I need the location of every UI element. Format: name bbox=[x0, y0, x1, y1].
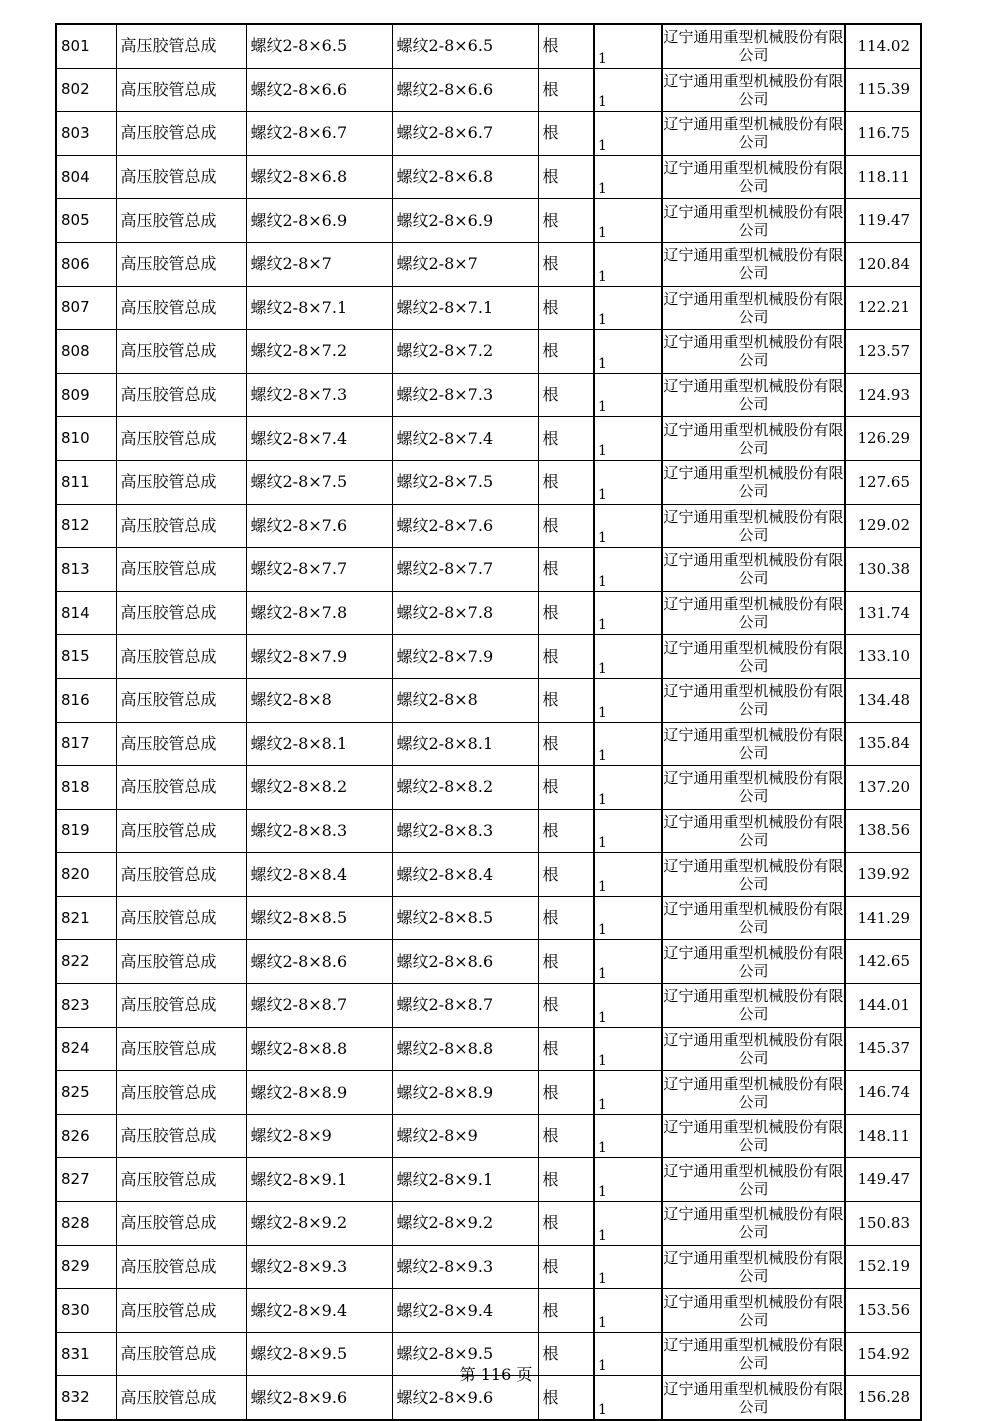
item-quantity: 1 bbox=[594, 1376, 662, 1420]
item-model: 螺纹2-8×7.3 bbox=[392, 373, 538, 417]
item-price: 126.29 bbox=[845, 417, 921, 461]
item-model: 螺纹2-8×7.1 bbox=[392, 286, 538, 330]
item-manufacturer: 辽宁通用重型机械股份有限公司 bbox=[662, 1114, 845, 1158]
item-unit: 根 bbox=[538, 984, 594, 1028]
item-quantity: 1 bbox=[594, 766, 662, 810]
item-manufacturer: 辽宁通用重型机械股份有限公司 bbox=[662, 548, 845, 592]
table-row bbox=[56, 112, 921, 156]
item-model: 螺纹2-8×6.6 bbox=[392, 68, 538, 112]
table-row bbox=[56, 678, 921, 722]
item-unit: 根 bbox=[538, 417, 594, 461]
item-quantity: 1 bbox=[594, 1158, 662, 1202]
table-row bbox=[56, 504, 921, 548]
item-spec: 螺纹2-8×7.1 bbox=[246, 286, 392, 330]
page-number: 第 116 页 bbox=[459, 1365, 533, 1384]
item-quantity: 1 bbox=[594, 417, 662, 461]
item-manufacturer: 辽宁通用重型机械股份有限公司 bbox=[662, 1289, 845, 1333]
item-unit: 根 bbox=[538, 373, 594, 417]
item-spec: 螺纹2-8×7.6 bbox=[246, 504, 392, 548]
item-model: 螺纹2-8×7.2 bbox=[392, 330, 538, 374]
item-model: 螺纹2-8×7.7 bbox=[392, 548, 538, 592]
item-price: 116.75 bbox=[845, 112, 921, 156]
item-number: 827 bbox=[56, 1158, 116, 1202]
item-quantity: 1 bbox=[594, 1289, 662, 1333]
item-spec: 螺纹2-8×8.2 bbox=[246, 766, 392, 810]
item-name: 高压胶管总成 bbox=[116, 1332, 246, 1376]
item-manufacturer: 辽宁通用重型机械股份有限公司 bbox=[662, 809, 845, 853]
item-unit: 根 bbox=[538, 68, 594, 112]
item-number: 817 bbox=[56, 722, 116, 766]
item-quantity: 1 bbox=[594, 548, 662, 592]
item-name: 高压胶管总成 bbox=[116, 809, 246, 853]
item-manufacturer: 辽宁通用重型机械股份有限公司 bbox=[662, 722, 845, 766]
item-quantity: 1 bbox=[594, 242, 662, 286]
item-model: 螺纹2-8×8.8 bbox=[392, 1027, 538, 1071]
item-unit: 根 bbox=[538, 1027, 594, 1071]
table-row bbox=[56, 242, 921, 286]
item-price: 144.01 bbox=[845, 984, 921, 1028]
item-manufacturer: 辽宁通用重型机械股份有限公司 bbox=[662, 1202, 845, 1246]
table-row bbox=[56, 373, 921, 417]
item-name: 高压胶管总成 bbox=[116, 940, 246, 984]
item-quantity: 1 bbox=[594, 678, 662, 722]
item-model: 螺纹2-8×8 bbox=[392, 678, 538, 722]
item-price: 135.84 bbox=[845, 722, 921, 766]
item-model: 螺纹2-8×6.9 bbox=[392, 199, 538, 243]
item-spec: 螺纹2-8×9.1 bbox=[246, 1158, 392, 1202]
item-spec: 螺纹2-8×8.3 bbox=[246, 809, 392, 853]
item-name: 高压胶管总成 bbox=[116, 1289, 246, 1333]
item-unit: 根 bbox=[538, 809, 594, 853]
item-quantity: 1 bbox=[594, 1027, 662, 1071]
item-unit: 根 bbox=[538, 1158, 594, 1202]
item-unit: 根 bbox=[538, 199, 594, 243]
item-price: 124.93 bbox=[845, 373, 921, 417]
item-name: 高压胶管总成 bbox=[116, 591, 246, 635]
item-price: 131.74 bbox=[845, 591, 921, 635]
item-spec: 螺纹2-8×9 bbox=[246, 1114, 392, 1158]
item-name: 高压胶管总成 bbox=[116, 155, 246, 199]
item-spec: 螺纹2-8×7.5 bbox=[246, 460, 392, 504]
item-spec: 螺纹2-8×7.3 bbox=[246, 373, 392, 417]
item-number: 816 bbox=[56, 678, 116, 722]
item-price: 139.92 bbox=[845, 853, 921, 897]
item-name: 高压胶管总成 bbox=[116, 504, 246, 548]
item-unit: 根 bbox=[538, 853, 594, 897]
item-quantity: 1 bbox=[594, 1332, 662, 1376]
item-manufacturer: 辽宁通用重型机械股份有限公司 bbox=[662, 853, 845, 897]
item-price: 145.37 bbox=[845, 1027, 921, 1071]
item-model: 螺纹2-8×8.9 bbox=[392, 1071, 538, 1115]
item-quantity: 1 bbox=[594, 853, 662, 897]
item-spec: 螺纹2-8×7.9 bbox=[246, 635, 392, 679]
item-price: 120.84 bbox=[845, 242, 921, 286]
item-quantity: 1 bbox=[594, 504, 662, 548]
item-manufacturer: 辽宁通用重型机械股份有限公司 bbox=[662, 984, 845, 1028]
item-manufacturer: 辽宁通用重型机械股份有限公司 bbox=[662, 330, 845, 374]
item-model: 螺纹2-8×6.8 bbox=[392, 155, 538, 199]
table-row bbox=[56, 1071, 921, 1115]
item-unit: 根 bbox=[538, 591, 594, 635]
item-model: 螺纹2-8×6.7 bbox=[392, 112, 538, 156]
item-unit: 根 bbox=[538, 1202, 594, 1246]
item-unit: 根 bbox=[538, 678, 594, 722]
item-model: 螺纹2-8×7.9 bbox=[392, 635, 538, 679]
item-number: 810 bbox=[56, 417, 116, 461]
item-model: 螺纹2-8×8.6 bbox=[392, 940, 538, 984]
item-price: 152.19 bbox=[845, 1245, 921, 1289]
item-quantity: 1 bbox=[594, 1245, 662, 1289]
item-model: 螺纹2-8×8.3 bbox=[392, 809, 538, 853]
item-number: 822 bbox=[56, 940, 116, 984]
item-manufacturer: 辽宁通用重型机械股份有限公司 bbox=[662, 68, 845, 112]
item-price: 118.11 bbox=[845, 155, 921, 199]
table-row bbox=[56, 1027, 921, 1071]
item-unit: 根 bbox=[538, 1289, 594, 1333]
item-name: 高压胶管总成 bbox=[116, 199, 246, 243]
table-row bbox=[56, 1114, 921, 1158]
table-row bbox=[56, 940, 921, 984]
item-unit: 根 bbox=[538, 242, 594, 286]
table-row bbox=[56, 548, 921, 592]
item-manufacturer: 辽宁通用重型机械股份有限公司 bbox=[662, 1376, 845, 1420]
item-manufacturer: 辽宁通用重型机械股份有限公司 bbox=[662, 1245, 845, 1289]
table-row bbox=[56, 24, 921, 68]
item-unit: 根 bbox=[538, 330, 594, 374]
item-model: 螺纹2-8×9.6 bbox=[392, 1376, 538, 1420]
item-name: 高压胶管总成 bbox=[116, 460, 246, 504]
item-name: 高压胶管总成 bbox=[116, 1071, 246, 1115]
item-number: 821 bbox=[56, 896, 116, 940]
item-spec: 螺纹2-8×7.8 bbox=[246, 591, 392, 635]
item-name: 高压胶管总成 bbox=[116, 1376, 246, 1420]
item-price: 119.47 bbox=[845, 199, 921, 243]
item-name: 高压胶管总成 bbox=[116, 896, 246, 940]
item-number: 831 bbox=[56, 1332, 116, 1376]
item-unit: 根 bbox=[538, 24, 594, 68]
table-row bbox=[56, 1245, 921, 1289]
table-row bbox=[56, 199, 921, 243]
item-unit: 根 bbox=[538, 1376, 594, 1420]
item-number: 823 bbox=[56, 984, 116, 1028]
table-row bbox=[56, 722, 921, 766]
item-number: 813 bbox=[56, 548, 116, 592]
table-row bbox=[56, 809, 921, 853]
item-spec: 螺纹2-8×6.7 bbox=[246, 112, 392, 156]
item-name: 高压胶管总成 bbox=[116, 678, 246, 722]
item-number: 818 bbox=[56, 766, 116, 810]
item-quantity: 1 bbox=[594, 1202, 662, 1246]
item-price: 156.28 bbox=[845, 1376, 921, 1420]
item-name: 高压胶管总成 bbox=[116, 112, 246, 156]
item-unit: 根 bbox=[538, 940, 594, 984]
item-number: 828 bbox=[56, 1202, 116, 1246]
item-manufacturer: 辽宁通用重型机械股份有限公司 bbox=[662, 460, 845, 504]
item-manufacturer: 辽宁通用重型机械股份有限公司 bbox=[662, 766, 845, 810]
item-model: 螺纹2-8×7 bbox=[392, 242, 538, 286]
table-row bbox=[56, 635, 921, 679]
item-price: 153.56 bbox=[845, 1289, 921, 1333]
item-name: 高压胶管总成 bbox=[116, 1245, 246, 1289]
item-quantity: 1 bbox=[594, 1114, 662, 1158]
item-number: 806 bbox=[56, 242, 116, 286]
item-spec: 螺纹2-8×6.5 bbox=[246, 24, 392, 68]
item-unit: 根 bbox=[538, 460, 594, 504]
table-row bbox=[56, 984, 921, 1028]
item-number: 819 bbox=[56, 809, 116, 853]
item-unit: 根 bbox=[538, 504, 594, 548]
item-number: 814 bbox=[56, 591, 116, 635]
item-manufacturer: 辽宁通用重型机械股份有限公司 bbox=[662, 1071, 845, 1115]
table-row bbox=[56, 766, 921, 810]
item-unit: 根 bbox=[538, 896, 594, 940]
item-manufacturer: 辽宁通用重型机械股份有限公司 bbox=[662, 1332, 845, 1376]
item-price: 148.11 bbox=[845, 1114, 921, 1158]
item-quantity: 1 bbox=[594, 330, 662, 374]
table-row bbox=[56, 330, 921, 374]
item-model: 螺纹2-8×6.5 bbox=[392, 24, 538, 68]
item-name: 高压胶管总成 bbox=[116, 853, 246, 897]
item-price: 133.10 bbox=[845, 635, 921, 679]
item-model: 螺纹2-8×9.4 bbox=[392, 1289, 538, 1333]
item-manufacturer: 辽宁通用重型机械股份有限公司 bbox=[662, 591, 845, 635]
item-quantity: 1 bbox=[594, 199, 662, 243]
item-number: 811 bbox=[56, 460, 116, 504]
item-unit: 根 bbox=[538, 1071, 594, 1115]
item-price: 141.29 bbox=[845, 896, 921, 940]
item-quantity: 1 bbox=[594, 940, 662, 984]
item-quantity: 1 bbox=[594, 1071, 662, 1115]
item-manufacturer: 辽宁通用重型机械股份有限公司 bbox=[662, 896, 845, 940]
item-spec: 螺纹2-8×8.6 bbox=[246, 940, 392, 984]
item-unit: 根 bbox=[538, 1245, 594, 1289]
item-manufacturer: 辽宁通用重型机械股份有限公司 bbox=[662, 112, 845, 156]
item-number: 803 bbox=[56, 112, 116, 156]
item-model: 螺纹2-8×7.4 bbox=[392, 417, 538, 461]
item-quantity: 1 bbox=[594, 460, 662, 504]
table-row bbox=[56, 417, 921, 461]
item-quantity: 1 bbox=[594, 722, 662, 766]
item-price: 150.83 bbox=[845, 1202, 921, 1246]
item-spec: 螺纹2-8×9.3 bbox=[246, 1245, 392, 1289]
item-price: 114.02 bbox=[845, 24, 921, 68]
item-price: 142.65 bbox=[845, 940, 921, 984]
item-model: 螺纹2-8×8.2 bbox=[392, 766, 538, 810]
item-name: 高压胶管总成 bbox=[116, 722, 246, 766]
item-model: 螺纹2-8×9.2 bbox=[392, 1202, 538, 1246]
item-model: 螺纹2-8×8.1 bbox=[392, 722, 538, 766]
item-manufacturer: 辽宁通用重型机械股份有限公司 bbox=[662, 635, 845, 679]
item-price: 146.74 bbox=[845, 1071, 921, 1115]
table-row bbox=[56, 1202, 921, 1246]
item-spec: 螺纹2-8×8.9 bbox=[246, 1071, 392, 1115]
item-manufacturer: 辽宁通用重型机械股份有限公司 bbox=[662, 504, 845, 548]
item-quantity: 1 bbox=[594, 155, 662, 199]
item-manufacturer: 辽宁通用重型机械股份有限公司 bbox=[662, 940, 845, 984]
item-unit: 根 bbox=[538, 722, 594, 766]
item-model: 螺纹2-8×8.7 bbox=[392, 984, 538, 1028]
item-name: 高压胶管总成 bbox=[116, 286, 246, 330]
item-name: 高压胶管总成 bbox=[116, 373, 246, 417]
item-number: 801 bbox=[56, 24, 116, 68]
item-name: 高压胶管总成 bbox=[116, 766, 246, 810]
table-row bbox=[56, 1289, 921, 1333]
item-model: 螺纹2-8×7.5 bbox=[392, 460, 538, 504]
table-row bbox=[56, 460, 921, 504]
table-row bbox=[56, 286, 921, 330]
item-model: 螺纹2-8×7.6 bbox=[392, 504, 538, 548]
item-model: 螺纹2-8×8.5 bbox=[392, 896, 538, 940]
item-model: 螺纹2-8×9.5 bbox=[392, 1332, 538, 1376]
table-row bbox=[56, 591, 921, 635]
item-quantity: 1 bbox=[594, 984, 662, 1028]
item-price: 130.38 bbox=[845, 548, 921, 592]
price-table bbox=[55, 23, 922, 1421]
item-price: 134.48 bbox=[845, 678, 921, 722]
item-price: 122.21 bbox=[845, 286, 921, 330]
item-price: 115.39 bbox=[845, 68, 921, 112]
item-spec: 螺纹2-8×8.1 bbox=[246, 722, 392, 766]
item-quantity: 1 bbox=[594, 68, 662, 112]
item-number: 832 bbox=[56, 1376, 116, 1420]
item-spec: 螺纹2-8×6.6 bbox=[246, 68, 392, 112]
item-name: 高压胶管总成 bbox=[116, 1027, 246, 1071]
item-quantity: 1 bbox=[594, 24, 662, 68]
item-spec: 螺纹2-8×7.4 bbox=[246, 417, 392, 461]
item-spec: 螺纹2-8×7.2 bbox=[246, 330, 392, 374]
item-spec: 螺纹2-8×6.8 bbox=[246, 155, 392, 199]
item-quantity: 1 bbox=[594, 112, 662, 156]
item-unit: 根 bbox=[538, 112, 594, 156]
item-spec: 螺纹2-8×8.8 bbox=[246, 1027, 392, 1071]
item-price: 127.65 bbox=[845, 460, 921, 504]
item-name: 高压胶管总成 bbox=[116, 242, 246, 286]
item-name: 高压胶管总成 bbox=[116, 1202, 246, 1246]
item-manufacturer: 辽宁通用重型机械股份有限公司 bbox=[662, 1027, 845, 1071]
item-model: 螺纹2-8×9.1 bbox=[392, 1158, 538, 1202]
item-spec: 螺纹2-8×9.5 bbox=[246, 1332, 392, 1376]
item-price: 154.92 bbox=[845, 1332, 921, 1376]
item-manufacturer: 辽宁通用重型机械股份有限公司 bbox=[662, 678, 845, 722]
item-unit: 根 bbox=[538, 1114, 594, 1158]
item-name: 高压胶管总成 bbox=[116, 984, 246, 1028]
item-spec: 螺纹2-8×8.4 bbox=[246, 853, 392, 897]
table-row bbox=[56, 155, 921, 199]
item-manufacturer: 辽宁通用重型机械股份有限公司 bbox=[662, 417, 845, 461]
item-number: 802 bbox=[56, 68, 116, 112]
item-number: 805 bbox=[56, 199, 116, 243]
item-name: 高压胶管总成 bbox=[116, 68, 246, 112]
item-number: 824 bbox=[56, 1027, 116, 1071]
item-number: 807 bbox=[56, 286, 116, 330]
item-name: 高压胶管总成 bbox=[116, 24, 246, 68]
item-number: 820 bbox=[56, 853, 116, 897]
table-row bbox=[56, 853, 921, 897]
item-name: 高压胶管总成 bbox=[116, 1114, 246, 1158]
item-number: 809 bbox=[56, 373, 116, 417]
item-model: 螺纹2-8×9 bbox=[392, 1114, 538, 1158]
item-number: 830 bbox=[56, 1289, 116, 1333]
item-quantity: 1 bbox=[594, 286, 662, 330]
item-unit: 根 bbox=[538, 548, 594, 592]
table-row bbox=[56, 1158, 921, 1202]
item-manufacturer: 辽宁通用重型机械股份有限公司 bbox=[662, 242, 845, 286]
item-manufacturer: 辽宁通用重型机械股份有限公司 bbox=[662, 155, 845, 199]
item-price: 138.56 bbox=[845, 809, 921, 853]
item-name: 高压胶管总成 bbox=[116, 635, 246, 679]
item-manufacturer: 辽宁通用重型机械股份有限公司 bbox=[662, 286, 845, 330]
item-name: 高压胶管总成 bbox=[116, 548, 246, 592]
item-spec: 螺纹2-8×9.4 bbox=[246, 1289, 392, 1333]
item-quantity: 1 bbox=[594, 809, 662, 853]
item-manufacturer: 辽宁通用重型机械股份有限公司 bbox=[662, 1158, 845, 1202]
item-manufacturer: 辽宁通用重型机械股份有限公司 bbox=[662, 373, 845, 417]
item-manufacturer: 辽宁通用重型机械股份有限公司 bbox=[662, 24, 845, 68]
item-spec: 螺纹2-8×9.2 bbox=[246, 1202, 392, 1246]
item-quantity: 1 bbox=[594, 896, 662, 940]
item-unit: 根 bbox=[538, 1332, 594, 1376]
item-price: 123.57 bbox=[845, 330, 921, 374]
item-model: 螺纹2-8×8.4 bbox=[392, 853, 538, 897]
table-row bbox=[56, 68, 921, 112]
table-row bbox=[56, 896, 921, 940]
item-unit: 根 bbox=[538, 286, 594, 330]
item-number: 826 bbox=[56, 1114, 116, 1158]
item-unit: 根 bbox=[538, 766, 594, 810]
item-quantity: 1 bbox=[594, 591, 662, 635]
item-number: 812 bbox=[56, 504, 116, 548]
item-model: 螺纹2-8×7.8 bbox=[392, 591, 538, 635]
item-spec: 螺纹2-8×7.7 bbox=[246, 548, 392, 592]
item-name: 高压胶管总成 bbox=[116, 1158, 246, 1202]
item-quantity: 1 bbox=[594, 373, 662, 417]
item-price: 129.02 bbox=[845, 504, 921, 548]
item-model: 螺纹2-8×9.3 bbox=[392, 1245, 538, 1289]
item-name: 高压胶管总成 bbox=[116, 330, 246, 374]
item-quantity: 1 bbox=[594, 635, 662, 679]
item-spec: 螺纹2-8×9.6 bbox=[246, 1376, 392, 1420]
item-number: 808 bbox=[56, 330, 116, 374]
item-spec: 螺纹2-8×8.5 bbox=[246, 896, 392, 940]
item-spec: 螺纹2-8×8.7 bbox=[246, 984, 392, 1028]
item-unit: 根 bbox=[538, 155, 594, 199]
item-price: 149.47 bbox=[845, 1158, 921, 1202]
item-manufacturer: 辽宁通用重型机械股份有限公司 bbox=[662, 199, 845, 243]
item-spec: 螺纹2-8×8 bbox=[246, 678, 392, 722]
item-name: 高压胶管总成 bbox=[116, 417, 246, 461]
item-number: 825 bbox=[56, 1071, 116, 1115]
item-spec: 螺纹2-8×6.9 bbox=[246, 199, 392, 243]
item-spec: 螺纹2-8×7 bbox=[246, 242, 392, 286]
item-price: 137.20 bbox=[845, 766, 921, 810]
item-unit: 根 bbox=[538, 635, 594, 679]
item-number: 829 bbox=[56, 1245, 116, 1289]
item-number: 815 bbox=[56, 635, 116, 679]
item-number: 804 bbox=[56, 155, 116, 199]
